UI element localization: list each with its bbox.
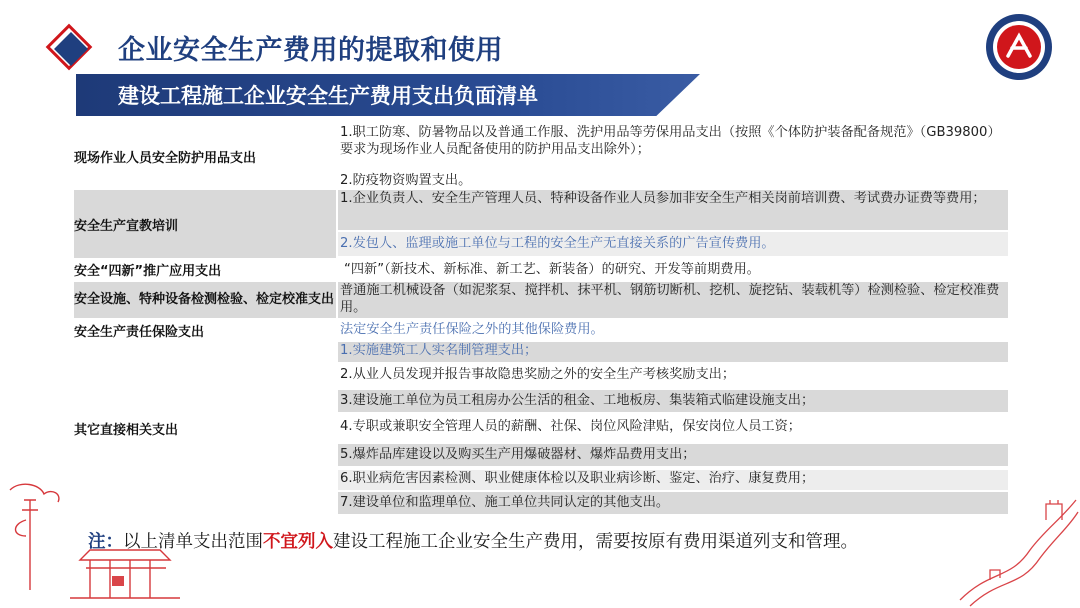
list-item: 1.实施建筑工人实名制管理支出； bbox=[338, 342, 1008, 362]
list-item: 5.爆炸品库建设以及购买生产用爆破器材、爆炸品费用支出； bbox=[338, 444, 1008, 466]
great-wall-decoration-icon bbox=[950, 460, 1080, 608]
list-item: 3.建设施工单位为员工租房办公生活的租金、工地板房、集装箱式临建设施支出； bbox=[338, 390, 1008, 412]
category-protective-equipment: 现场作业人员安全防护用品支出 bbox=[74, 150, 257, 166]
list-item: 1.职工防寒、防暑物品以及普通工作服、洗护用品等劳保用品支出（按照《个体防护装备配备规范》（GB39800）要求为现场作业人员配备使用的防护用品支出除外）； bbox=[340, 125, 1001, 157]
list-item: 1.企业负责人、安全生产管理人员、特种设备作业人员参加非安全生产相关岗前培训费、考试费办证费等费用； bbox=[338, 190, 1008, 230]
category-safety-training: 安全生产宣教培训 bbox=[74, 190, 336, 258]
note-emphasis: 不宜列入 bbox=[263, 532, 333, 552]
list-item: 7.建设单位和监理单位、施工单位共同认定的其他支出。 bbox=[338, 492, 1008, 514]
diamond-logo-icon bbox=[44, 22, 94, 72]
page-title: 企业安全生产费用的提取和使用 bbox=[118, 35, 503, 66]
list-item: “四新”（新技术、新标准、新工艺、新装备）的研究、开发等前期费用。 bbox=[344, 262, 760, 277]
footnote bbox=[88, 528, 858, 553]
category-four-new: 安全“四新”推广应用支出 bbox=[74, 263, 222, 279]
list-item: 2.从业人员发现并报告事故隐患奖励之外的安全生产考核奖励支出； bbox=[340, 367, 736, 382]
list-item: 法定安全生产责任保险之外的其他保险费用。 bbox=[340, 322, 604, 337]
note-text-post: 建设工程施工企业安全生产费用，需要按原有费用渠道列支和管理。 bbox=[333, 532, 858, 552]
category-liability-insurance: 安全生产责任保险支出 bbox=[74, 324, 205, 340]
list-item: 2.防疫物资购置支出。 bbox=[340, 173, 472, 188]
page-subtitle: 建设工程施工企业安全生产费用支出负面清单 bbox=[118, 84, 538, 108]
list-item: 2.发包人、监理或施工单位与工程的安全生产无直接关系的广告宣传费用。 bbox=[338, 232, 1008, 256]
list-item: 普通施工机械设备（如泥浆泵、搅拌机、抹平机、钢筋切断机、挖机、旋挖钻、装载机等）检测检验、检定校准费用。 bbox=[338, 282, 1008, 318]
note-text-pre: 以上清单支出范围 bbox=[123, 532, 263, 552]
category-other-direct: 其它直接相关支出 bbox=[74, 422, 179, 438]
list-item: 4.专职或兼职安全管理人员的薪酬、社保、岗位风险津贴，保安岗位人员工资； bbox=[340, 419, 801, 434]
emergency-management-emblem-icon bbox=[984, 12, 1054, 82]
category-inspection-calibration: 安全设施、特种设备检测检验、检定校准支出 bbox=[74, 282, 336, 318]
note-label: 注： bbox=[88, 532, 123, 552]
tiananmen-decoration-icon bbox=[0, 480, 190, 608]
list-item: 6.职业病危害因素检测、职业健康体检以及职业病诊断、鉴定、治疗、康复费用； bbox=[338, 470, 1008, 490]
